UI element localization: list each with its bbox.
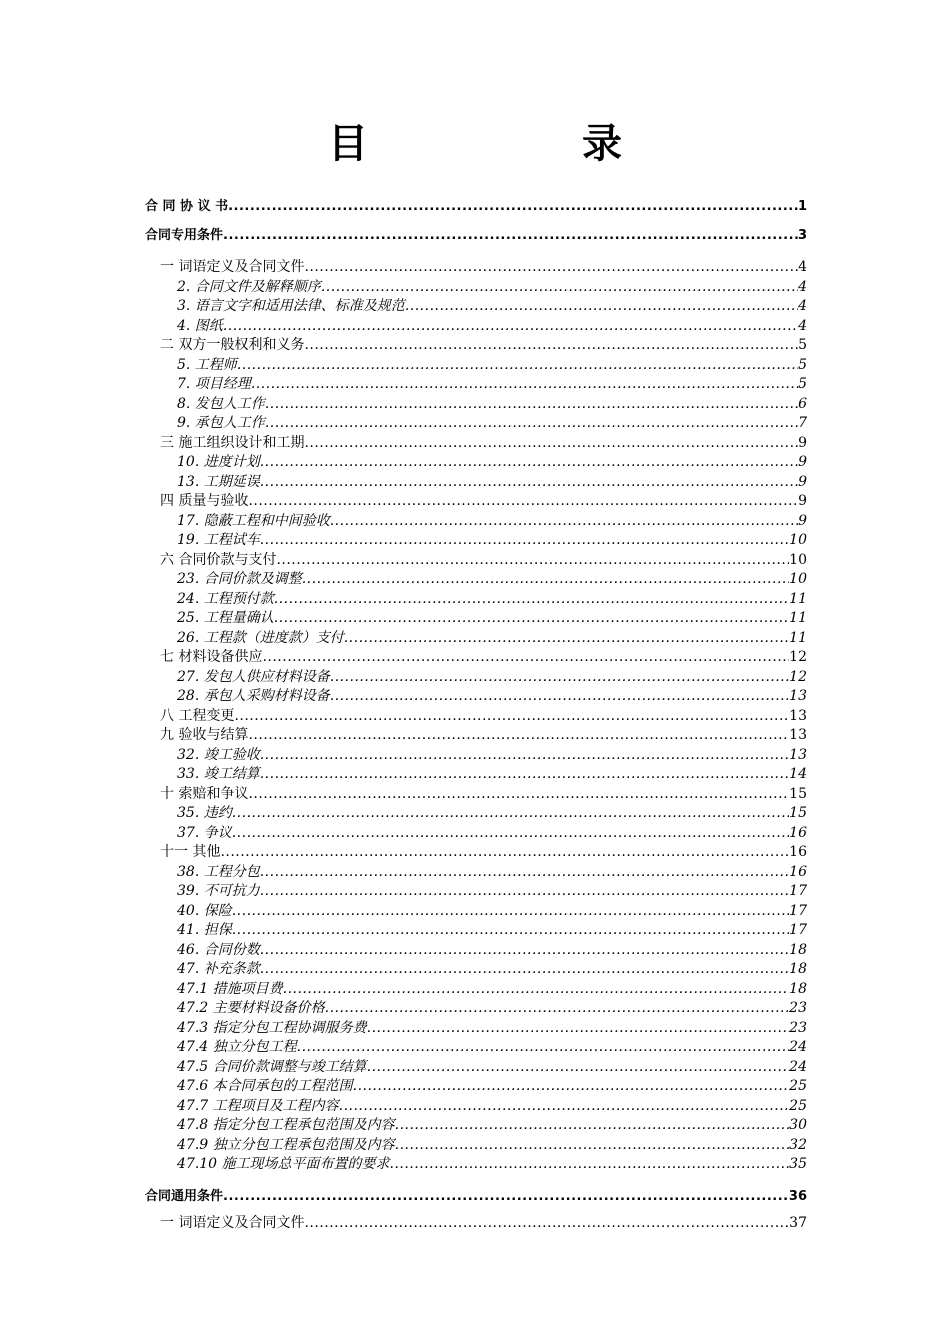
toc-leader-dots xyxy=(248,492,798,512)
toc-page-number: 4 xyxy=(798,298,807,314)
toc-leader-dots xyxy=(304,258,798,278)
toc-entry-text: 17. 隐蔽工程和中间验收 xyxy=(177,512,330,529)
toc-entry[interactable] xyxy=(145,434,807,454)
toc-entry-text: 26. 工程款（进度款）支付 xyxy=(177,629,344,646)
toc-entry-text: 六 合同价款与支付 xyxy=(160,551,277,568)
toc-entry[interactable] xyxy=(145,687,807,707)
toc-leader-dots xyxy=(260,453,798,473)
toc-leader-dots xyxy=(232,804,789,824)
toc-page-number: 11 xyxy=(789,610,807,626)
toc-entry-text: 47.10 施工现场总平面布置的要求 xyxy=(177,1156,390,1172)
toc-entry-text: 4. 图纸 xyxy=(177,317,223,334)
toc-entry-text: 32. 竣工验收 xyxy=(177,746,260,763)
toc-page-number: 35 xyxy=(789,1156,807,1172)
toc-page-number: 36 xyxy=(788,1188,807,1204)
toc-entry[interactable] xyxy=(145,336,807,356)
toc-entry[interactable] xyxy=(145,512,807,532)
toc-entry[interactable] xyxy=(145,297,807,317)
toc-leader-dots xyxy=(304,434,798,454)
toc-leader-dots xyxy=(330,512,798,532)
toc-leader-dots xyxy=(274,609,789,629)
toc-leader-dots xyxy=(260,863,789,883)
toc-entry[interactable] xyxy=(145,707,807,727)
toc-entry[interactable] xyxy=(145,863,807,883)
toc-entry-text: 47.3 指定分包工程协调服务费 xyxy=(177,1019,367,1036)
toc-page-number: 13 xyxy=(789,727,807,743)
toc-entry-text: 33. 竣工结算 xyxy=(177,766,260,782)
toc-entry-text: 47.7 工程项目及工程内容 xyxy=(177,1097,339,1114)
toc-leader-dots xyxy=(283,980,790,1000)
toc-entry[interactable] xyxy=(145,531,807,551)
toc-leader-dots xyxy=(321,278,798,298)
toc-entry[interactable] xyxy=(145,648,807,668)
toc-page-number: 9 xyxy=(798,473,807,490)
toc-entry[interactable] xyxy=(145,317,807,337)
toc-leader-dots xyxy=(344,629,789,649)
toc-entry[interactable] xyxy=(145,960,807,980)
toc-entry[interactable] xyxy=(145,1077,807,1097)
toc-page-number: 25 xyxy=(789,1097,807,1114)
toc-entry[interactable] xyxy=(145,980,807,1000)
toc-leader-dots xyxy=(405,297,798,317)
toc-leader-dots xyxy=(260,941,789,961)
toc-entry-text: 7. 项目经理 xyxy=(177,376,251,392)
toc-page-number: 3 xyxy=(797,228,807,243)
toc-page-number: 16 xyxy=(789,863,807,880)
toc-entry[interactable] xyxy=(145,804,807,824)
toc-leader-dots xyxy=(260,765,789,785)
toc-leader-dots xyxy=(220,843,789,863)
toc-page-number: 17 xyxy=(789,922,807,938)
toc-page-number: 1 xyxy=(797,199,807,214)
toc-entry[interactable] xyxy=(145,609,807,629)
toc-leader-dots xyxy=(260,746,789,766)
toc-entry-text: 47.6 本合同承包的工程范围 xyxy=(177,1078,353,1094)
toc-page-number: 10 xyxy=(789,571,807,587)
toc-leader-dots xyxy=(339,1097,790,1117)
toc-page-number: 25 xyxy=(789,1078,807,1094)
toc-entry-text: 5. 工程师 xyxy=(177,356,237,373)
toc-entry-text: 47.9 独立分包工程承包范围及内容 xyxy=(177,1136,395,1153)
toc-page-number: 11 xyxy=(789,629,807,646)
toc-page-number: 14 xyxy=(789,766,807,782)
toc-entry-text: 一 词语定义及合同文件 xyxy=(160,1214,305,1231)
toc-leader-dots xyxy=(260,960,789,980)
toc-entry-text: 24. 工程预付款 xyxy=(177,590,274,607)
toc-entry-text: 47. 补充条款 xyxy=(177,961,260,977)
toc-entry-text: 47.4 独立分包工程 xyxy=(177,1039,297,1055)
toc-page-number: 24 xyxy=(789,1058,807,1075)
toc-page-number: 9 xyxy=(798,434,807,451)
toc-page-number: 23 xyxy=(789,1019,807,1036)
toc-entry-agreement[interactable] xyxy=(145,195,807,224)
toc-leader-dots xyxy=(367,1058,790,1078)
toc-entry[interactable] xyxy=(145,453,807,473)
toc-entry-text: 47.8 指定分包工程承包范围及内容 xyxy=(177,1117,395,1133)
page-title: 目 录 xyxy=(328,121,722,167)
toc-entry-text: 37. 争议 xyxy=(177,824,232,841)
toc-page-number: 5 xyxy=(798,376,807,392)
toc-entry[interactable] xyxy=(145,414,807,434)
toc-leader-dots xyxy=(248,726,789,746)
toc-entry[interactable] xyxy=(145,395,807,415)
toc-leader-dots xyxy=(367,1019,790,1039)
toc-page-number: 4 xyxy=(798,317,807,334)
toc-entry[interactable] xyxy=(145,726,807,746)
toc-entry[interactable] xyxy=(145,492,807,512)
toc-page-number: 7 xyxy=(798,415,807,431)
toc-entry-text: 23. 合同价款及调整 xyxy=(177,571,302,587)
toc-entry-text: 40. 保险 xyxy=(177,902,232,919)
toc-entry-text: 一 词语定义及合同文件 xyxy=(160,259,305,275)
toc-entry[interactable] xyxy=(145,1019,807,1039)
toc-entry-text: 25. 工程量确认 xyxy=(177,610,274,626)
toc-entry[interactable] xyxy=(145,824,807,844)
toc-entry[interactable] xyxy=(145,356,807,376)
toc-entry-text: 2. 合同文件及解释顺序 xyxy=(177,278,321,295)
toc-entry[interactable] xyxy=(145,590,807,610)
toc-page-number: 9 xyxy=(798,512,807,529)
toc-entry-text: 47.2 主要材料设备价格 xyxy=(177,1000,325,1016)
toc-page-number: 16 xyxy=(789,844,807,860)
toc-entry-text: 9. 承包人工作 xyxy=(177,415,265,431)
toc-page-number: 17 xyxy=(789,902,807,919)
toc-page-number: 32 xyxy=(789,1136,807,1153)
toc-leader-dots xyxy=(232,921,789,941)
toc-entry[interactable] xyxy=(145,843,807,863)
toc-leader-dots xyxy=(265,414,798,434)
toc-page-number: 13 xyxy=(789,746,807,763)
toc-entry-text: 七 材料设备供应 xyxy=(160,649,263,665)
toc-page-number: 9 xyxy=(798,454,807,470)
toc-leader-dots xyxy=(232,902,789,922)
toc-page-number: 5 xyxy=(798,356,807,373)
toc-page-number: 10 xyxy=(789,532,807,548)
toc-entry-text: 47.1 措施项目费 xyxy=(177,980,283,997)
toc-entry-text: 二 双方一般权利和义务 xyxy=(160,337,305,353)
toc-entry-text: 八 工程变更 xyxy=(160,707,235,724)
toc-leader-dots xyxy=(297,1038,790,1058)
toc-entry[interactable] xyxy=(145,668,807,688)
toc-page-number: 16 xyxy=(789,824,807,841)
toc-entry-text: 10. 进度计划 xyxy=(177,454,260,470)
toc-entry[interactable] xyxy=(145,375,807,395)
toc-entry-text: 28. 承包人采购材料设备 xyxy=(177,688,330,704)
toc-page-number: 4 xyxy=(798,259,807,275)
toc-leader-dots xyxy=(390,1155,790,1175)
toc-leader-dots xyxy=(330,687,789,707)
toc-leader-dots xyxy=(395,1116,790,1136)
toc-page-number: 15 xyxy=(789,805,807,821)
toc-entry-text: 27. 发包人供应材料设备 xyxy=(177,668,330,685)
toc-entry[interactable] xyxy=(145,921,807,941)
toc-leader-dots xyxy=(228,195,798,219)
toc-page-number: 12 xyxy=(789,668,807,685)
toc-entry-text: 38. 工程分包 xyxy=(177,863,260,880)
toc-page-number: 5 xyxy=(798,337,807,353)
toc-entry-text: 46. 合同份数 xyxy=(177,941,260,958)
toc-leader-dots xyxy=(251,375,798,395)
toc-leader-dots xyxy=(260,473,798,493)
toc-page-number: 10 xyxy=(789,551,807,568)
toc-entry-text: 39. 不可抗力 xyxy=(177,883,260,899)
toc-page-number: 24 xyxy=(789,1039,807,1055)
toc-leader-dots xyxy=(304,1214,789,1234)
toc-entry-text: 十一 其他 xyxy=(160,844,221,860)
toc-entry-text: 十 索赔和争议 xyxy=(160,785,249,802)
toc-leader-dots xyxy=(262,648,789,668)
toc-leader-dots xyxy=(234,707,789,727)
toc-leader-dots xyxy=(223,224,798,248)
toc-entry-text: 合同通用条件 xyxy=(145,1188,224,1204)
toc-entry[interactable] xyxy=(145,1097,807,1117)
toc-entry-text: 8. 发包人工作 xyxy=(177,395,265,412)
toc-entry-text: 47.5 合同价款调整与竣工结算 xyxy=(177,1058,367,1075)
toc-entry[interactable] xyxy=(145,746,807,766)
toc-entry[interactable] xyxy=(145,765,807,785)
toc-leader-dots xyxy=(395,1136,790,1156)
toc-leader-dots xyxy=(304,336,798,356)
toc-leader-dots xyxy=(265,395,798,415)
toc-leader-dots xyxy=(325,999,790,1019)
toc-entry-text: 3. 语言文字和适用法律、标准及规范 xyxy=(177,298,405,314)
toc-leader-dots xyxy=(232,824,789,844)
toc-entry[interactable] xyxy=(145,1058,807,1078)
toc-entry[interactable] xyxy=(145,278,807,298)
toc-entry[interactable] xyxy=(145,1038,807,1058)
toc-leader-dots xyxy=(274,590,789,610)
toc-leader-dots xyxy=(330,668,789,688)
toc-leader-dots xyxy=(223,317,798,337)
toc-page-number: 6 xyxy=(798,395,807,412)
toc-entry-general-conditions[interactable] xyxy=(145,1185,807,1214)
toc-entry[interactable] xyxy=(145,1136,807,1156)
toc-page-number: 17 xyxy=(789,883,807,899)
toc-leader-dots xyxy=(353,1077,790,1097)
toc-entry[interactable] xyxy=(145,999,807,1019)
toc-page-number: 37 xyxy=(789,1214,807,1231)
toc-leader-dots xyxy=(248,785,789,805)
toc-page-number: 15 xyxy=(789,785,807,802)
toc-leader-dots xyxy=(260,531,789,551)
toc-entry-text: 四 质量与验收 xyxy=(160,493,249,509)
toc-entry-text: 19. 工程试车 xyxy=(177,532,260,548)
toc-entry[interactable] xyxy=(145,473,807,493)
toc-spacer xyxy=(145,1175,807,1185)
toc-entry-text: 合同专用条件 xyxy=(145,228,224,243)
toc-page-number: 13 xyxy=(789,707,807,724)
toc-leader-dots xyxy=(260,882,789,902)
toc-leader-dots xyxy=(223,1185,789,1209)
toc-leader-dots xyxy=(302,570,789,590)
toc-entry[interactable] xyxy=(145,1155,807,1175)
toc-entry-text: 合 同 协 议 书 xyxy=(145,199,229,214)
toc-leader-dots xyxy=(237,356,798,376)
toc-page-number: 30 xyxy=(789,1117,807,1133)
table-of-contents xyxy=(145,195,807,1233)
toc-page-number: 23 xyxy=(789,1000,807,1016)
toc-page-number: 18 xyxy=(789,980,807,997)
toc-page-number: 12 xyxy=(789,649,807,665)
toc-items xyxy=(145,258,807,1175)
toc-entry-last[interactable] xyxy=(145,1214,807,1234)
toc-entry[interactable] xyxy=(145,258,807,278)
toc-entry[interactable] xyxy=(145,941,807,961)
toc-entry-text: 三 施工组织设计和工期 xyxy=(160,434,305,451)
toc-page-number: 18 xyxy=(789,961,807,977)
toc-entry[interactable] xyxy=(145,902,807,922)
toc-page-number: 11 xyxy=(789,590,807,607)
toc-entry[interactable] xyxy=(145,570,807,590)
toc-entry-special-conditions[interactable] xyxy=(145,224,807,253)
toc-page-number: 9 xyxy=(798,493,807,509)
toc-entry-text: 35. 违约 xyxy=(177,805,232,821)
toc-entry-text: 九 验收与结算 xyxy=(160,727,249,743)
toc-page-number: 13 xyxy=(789,688,807,704)
toc-page-number: 18 xyxy=(789,941,807,958)
toc-leader-dots xyxy=(276,551,789,571)
toc-entry[interactable] xyxy=(145,629,807,649)
toc-page-number: 4 xyxy=(798,278,807,295)
toc-entry[interactable] xyxy=(145,1116,807,1136)
toc-entry-text: 13. 工期延误 xyxy=(177,473,260,490)
toc-entry[interactable] xyxy=(145,551,807,571)
toc-entry-text: 41. 担保 xyxy=(177,922,232,938)
toc-entry[interactable] xyxy=(145,785,807,805)
toc-entry[interactable] xyxy=(145,882,807,902)
